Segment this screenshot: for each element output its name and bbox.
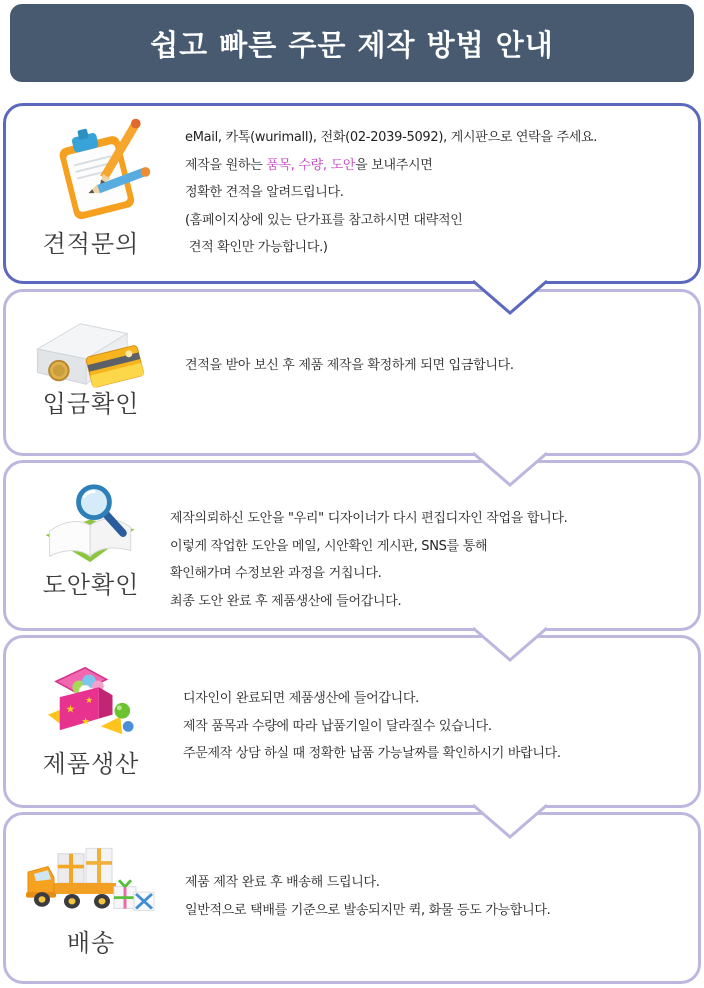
step-description: [183, 685, 704, 768]
page-title-banner: [10, 4, 694, 82]
text-line: 견적 확인만 가능합니다.): [185, 240, 328, 255]
icon-column: [41, 656, 141, 744]
icon-column: [36, 112, 166, 226]
step-label: 제품생산: [42, 750, 140, 778]
step-description: [185, 869, 704, 924]
text-line: 견적을 받아 보신 후 제품 제작을 확정하게 되면 입금합니다.: [185, 358, 514, 373]
text-line: 일반적으로 택배를 기준으로 발송되지만 퀵, 화물 등도 가능합니다.: [185, 902, 551, 918]
page-title: 쉽고 빠른 주문 제작 방법 안내: [150, 27, 554, 62]
svg-text:★: ★: [65, 702, 76, 716]
text-line: 제작의뢰하신 도안을 "우리" 디자이너가 다시 편집디자인 작업을 합니다.: [170, 511, 568, 526]
step-label: 배송: [66, 929, 116, 957]
connector-chevron-icon: [472, 451, 548, 487]
wallet-card-icon: [28, 314, 158, 392]
connector-chevron-icon: [472, 803, 548, 839]
text-line: 주문제작 상담 하실 때 정확한 납품 가능날짜를 확인하시기 바랍니다.: [183, 746, 561, 761]
text-line: 최종 도안 완료 후 제품생산에 들어갑니다.: [170, 593, 402, 609]
book-magnifier-icon: [36, 479, 151, 564]
connector-chevron-icon: [472, 279, 548, 315]
section-delivery: [3, 812, 701, 984]
text-line: 제작을 원하는 품목, 수량, 도안을 보내주시면: [185, 157, 433, 173]
step-label: 입금확인: [42, 390, 140, 418]
section-production: [3, 635, 701, 808]
step-label: 견적문의: [42, 230, 140, 258]
clipboard-pencils-icon: [36, 112, 166, 226]
icon-column: [28, 314, 158, 392]
delivery-truck-icon: [22, 841, 157, 925]
step-description: [185, 352, 704, 380]
text-line: 제품 제작 완료 후 배송해 드립니다.: [185, 875, 380, 890]
step-description: [185, 124, 704, 262]
section-quote-inquiry: [3, 103, 701, 284]
svg-text:★: ★: [85, 695, 94, 706]
gift-box-icon: [41, 656, 141, 744]
icon-column: [22, 841, 157, 925]
text-line: eMail, 카톡(wurimall), 전화(02-2039-5092), 게시판으로 연락을 주세요.: [185, 130, 598, 145]
text-line: 확인해가며 수정보완 과정을 거칩니다.: [170, 566, 382, 581]
section-payment-confirmation: [3, 289, 701, 456]
icon-column: [36, 479, 151, 564]
text-line: 디자인이 완료되면 제품생산에 들어갑니다.: [183, 691, 419, 706]
svg-text:★: ★: [81, 716, 90, 728]
text-line: 이렇게 작업한 도안을 메일, 시안확인 게시판, SNS를 통해: [170, 538, 488, 554]
step-description: [170, 505, 700, 615]
step-label: 도안확인: [42, 571, 140, 599]
text-line: 제작 품목과 수량에 따라 납품기일이 달라질수 있습니다.: [183, 718, 492, 734]
connector-chevron-icon: [472, 626, 548, 662]
text-line: (홈페이지상에 있는 단가표를 참고하시면 대략적인: [185, 212, 463, 228]
text-line: 정확한 견적을 알려드립니다.: [185, 185, 344, 200]
section-design-confirmation: [3, 460, 701, 631]
